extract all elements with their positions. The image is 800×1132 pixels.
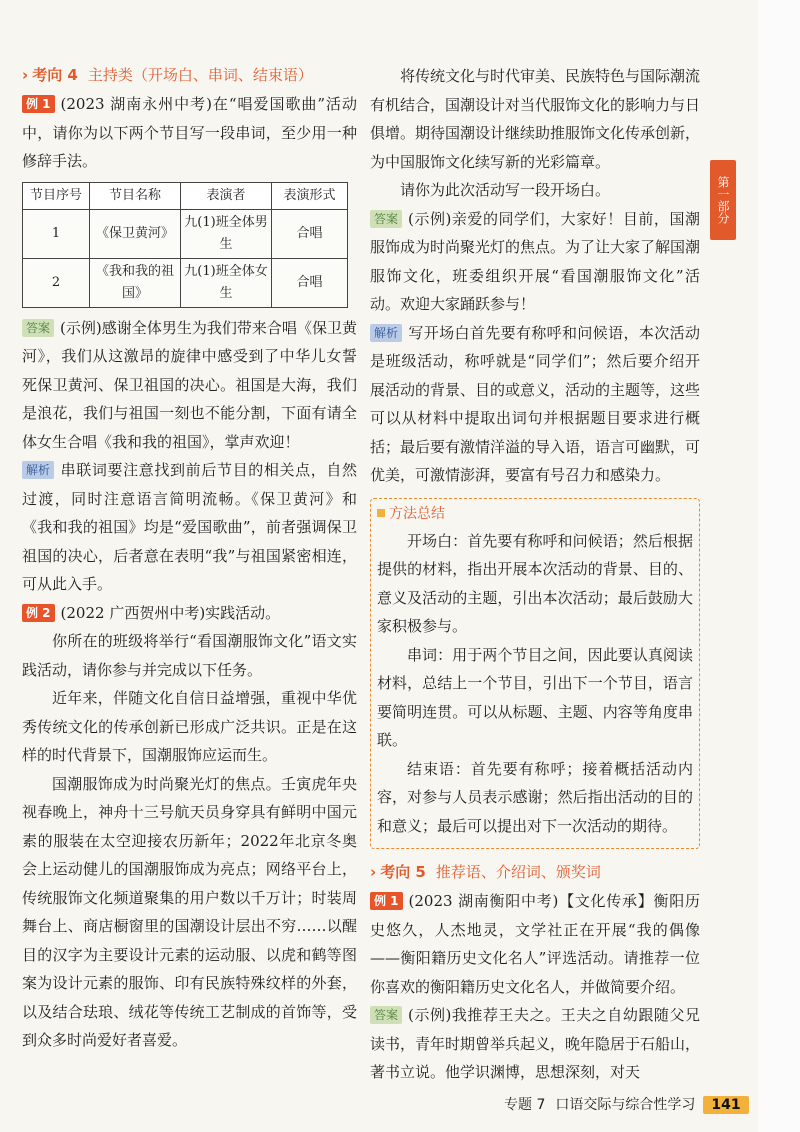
analysis-text: 写开场白首先要有称呼和问候语，本次活动是班级活动，称呼就是“同学们”；然后要介绍开展活动的背景、目的或意义，活动的主题等，这些可以从材料中提取出词句并根据题目要求进行概括；最后要有激情洋溢的导入语，语言可幽默，可优美，可激情澎湃，要富有号召力和感染力。 <box>370 323 701 484</box>
example-text: (2023 湖南衡阳中考)【文化传承】衡阳历史悠久，人杰地灵，文学社正在开展“我的偶像——衡阳籍历史文化名人”评选活动。请推荐一位你喜欢的衡阳籍历史文化名人，并做简要介绍。 <box>370 892 700 996</box>
section-title: 主持类（开场白、串词、结束语） <box>87 66 313 84</box>
table-header-row <box>23 182 348 209</box>
example-1 <box>22 90 357 176</box>
arrow-icon: › <box>370 863 377 881</box>
answer-1 <box>22 314 357 457</box>
left-column <box>22 62 357 1055</box>
example-text: (2023 湖南永州中考)在“唱爱国歌曲”活动中，请你为以下两个节目写一段串词，至少用一种修辞手法。 <box>22 95 357 170</box>
analysis-tag: 解析 <box>370 324 402 342</box>
table-row <box>23 258 348 307</box>
paragraph: 开场白：首先要有称呼和问候语；然后根据提供的材料，指出开展本次活动的背景、目的、意义及活动的主题，引出本次活动；最后鼓励大家积极参与。 <box>377 531 693 635</box>
program-table <box>22 182 348 308</box>
right-column <box>370 62 700 1087</box>
paragraph: 将传统文化与时代审美、民族特色与国际潮流有机结合，国潮设计对当代服饰文化的影响力与日俱增。期待国潮设计继续助推服饰文化传承创新，为中国服饰文化续写新的光彩篇章。 <box>370 67 701 171</box>
section-header-4 <box>22 62 357 88</box>
analysis-2 <box>370 319 700 490</box>
answer-tag: 答案 <box>370 210 402 228</box>
section-number: 考向 5 <box>380 863 426 881</box>
paragraph: 近年来，伴随文化自信日益增强，重视中华优秀传统文化的传承创新已形成广泛共识。正是在这样的时代背景下，国潮服饰应运而生。 <box>22 689 357 764</box>
table-cell: 《保卫黄河》 <box>90 209 181 258</box>
paragraph: 结束语：首先要有称呼；接着概括活动内容，对参与人员表示感谢；然后指出活动的目的和意义；最后可以提出对下一次活动的期待。 <box>377 759 693 835</box>
table-cell: 合唱 <box>272 209 348 258</box>
paragraph: 请你为此次活动写一段开场白。 <box>400 181 611 199</box>
example-tag: 例 2 <box>22 604 55 622</box>
arrow-icon: › <box>22 66 29 84</box>
method-summary-box <box>370 498 700 850</box>
example-text: (2022 广西贺州中考)实践活动。 <box>60 603 281 622</box>
table-cell: 《我和我的祖国》 <box>90 258 181 307</box>
table-cell: 合唱 <box>272 258 348 307</box>
paragraph: 你所在的班级将举行“看国潮服饰文化”语文实践活动，请你参与并完成以下任务。 <box>22 632 357 679</box>
footer-title: 口语交际与综合性学习 <box>555 1097 696 1113</box>
table-cell: 九(1)班全体女生 <box>181 258 272 307</box>
page-edge <box>758 0 800 1132</box>
method-title-text: 方法总结 <box>389 505 445 522</box>
analysis-tag: 解析 <box>22 461 54 479</box>
answer-text: (示例)感谢全体男生为我们带来合唱《保卫黄河》，我们从这激昂的旋律中感受到了中华儿女誓死保卫黄河、保卫祖国的决心。祖国是大海，我们是浪花，我们与祖国一刻也不能分割，下面有请全体女生合唱《我和我的祖国》，掌声欢迎！ <box>22 318 357 451</box>
analysis-text: 串联词要注意找到前后节目的相关点，自然过渡，同时注意语言简明流畅。《保卫黄河》和《我和我的祖国》均是“爱国歌曲”，前者强调保卫祖国的决心，后者意在表明“我”与祖国紧密相连，可从此入手。 <box>22 461 357 593</box>
page-number: 141 <box>703 1096 748 1114</box>
method-summary-title <box>377 503 693 525</box>
table-cell: 2 <box>23 258 90 307</box>
answer-tag: 答案 <box>370 1006 402 1024</box>
analysis-1 <box>22 456 357 599</box>
answer-3 <box>370 1001 700 1087</box>
table-header: 节目序号 <box>23 182 90 209</box>
answer-text: (示例)亲爱的同学们，大家好！目前，国潮服饰成为时尚聚光灯的焦点。为了让大家了解国潮服饰文化，班委组织开展“看国潮服饰文化”活动。欢迎大家踊跃参与！ <box>370 209 701 313</box>
answer-tag: 答案 <box>22 319 54 337</box>
paragraph: 国潮服饰成为时尚聚光灯的焦点。壬寅虎年央视春晚上，神舟十三号航天员身穿具有鲜明中国元素的服装在太空迎接农历新年；2022年北京冬奥会上运动健儿的国潮服饰成为亮点；网络平台上，传统服饰文化频道聚集的用户数以千万计；时装周舞台上、商店橱窗里的国潮设计层出不穷……以醒目的汉字为主要设计元素的运动服、以虎和鹤等图案为设计元素的服饰、印有民族特殊纹样的外套，以及结合珐琅、绒花等传统工艺制成的首饰等，受到众多时尚爱好者喜爱。 <box>22 774 357 1049</box>
answer-2 <box>370 205 700 319</box>
paragraph: 串词：用于两个节目之间，因此要认真阅读材料，总结上一个节目，引出下一个节目，语言要简明连贯。可以从标题、主题、内容等角度串联。 <box>377 645 693 749</box>
section-number: 考向 4 <box>32 66 78 84</box>
table-cell: 1 <box>23 209 90 258</box>
table-cell: 九(1)班全体男生 <box>181 209 272 258</box>
table-header: 表演形式 <box>272 182 348 209</box>
bullet-icon <box>377 509 385 517</box>
example-3 <box>370 887 700 1001</box>
part-tab: 第一部分 <box>710 160 736 240</box>
section-header-5 <box>370 859 700 885</box>
page-footer <box>504 1094 749 1114</box>
example-tag: 例 1 <box>370 892 403 910</box>
table-header: 表演者 <box>181 182 272 209</box>
example-tag: 例 1 <box>22 95 55 113</box>
footer-topic: 专题 7 <box>504 1097 546 1113</box>
section-title: 推荐语、介绍词、颁奖词 <box>435 863 601 881</box>
answer-text: (示例)我推荐王夫之。王夫之自幼跟随父兄读书，青年时期曾举兵起义，晚年隐居于石船山，著书立说。他学识渊博，思想深刻，对天 <box>370 1006 701 1081</box>
table-header: 节目名称 <box>90 182 181 209</box>
table-row <box>23 209 348 258</box>
example-2 <box>22 599 357 628</box>
